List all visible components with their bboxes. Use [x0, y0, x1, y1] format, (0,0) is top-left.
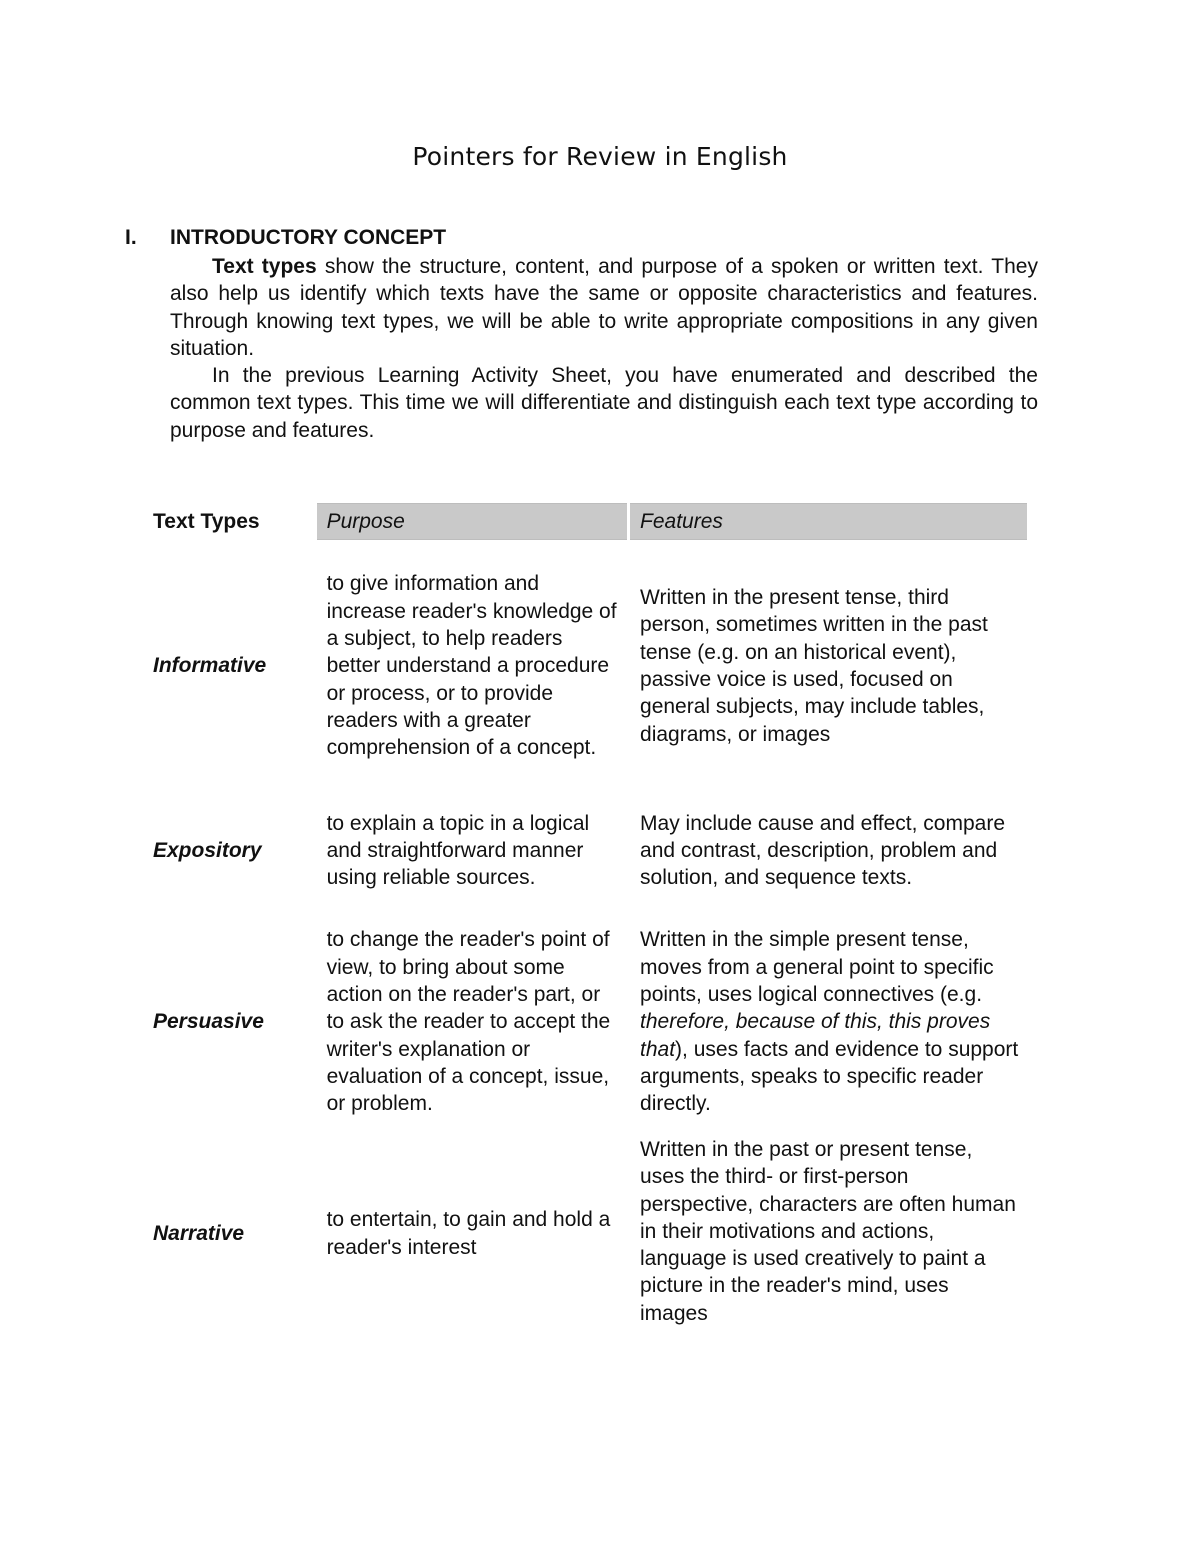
intro-text	[170, 253, 1038, 444]
header-text-types: Text Types	[153, 509, 260, 533]
type-name: Narrative	[153, 1221, 245, 1245]
purpose-cell: to entertain, to gain and hold a reader's interest	[326, 1208, 611, 1259]
table-row	[143, 540, 1027, 792]
intro-paragraph-1-text: show the structure, content, and purpose of a spoken or written text. They also help us identify which texts have the same or opposite characteristics and features. Through knowing text types, we will be able to write appropriate compositions in any given situation.	[170, 255, 1038, 360]
page-title: Pointers for Review in English	[412, 142, 788, 171]
table-row	[143, 792, 1027, 909]
features-cell: May include cause and effect, compare and contrast, description, problem and solution, and sequence texts.	[640, 811, 1006, 890]
features-text: Written in the simple present tense, moves from a general point to specific points, uses logical connectives (e.g.	[640, 928, 994, 1007]
table-row	[143, 909, 1027, 1135]
type-name: Persuasive	[153, 1010, 264, 1034]
purpose-cell: to change the reader's point of view, to bring about some action on the reader's part, or to ask the reader to accept the writer's explanation or evaluation of a concept, issue, or problem.	[326, 928, 611, 1116]
intro-paragraph-2: In the previous Learning Activity Sheet, you have enumerated and described the common text types. This time we will differentiate and distinguish each text type according to purpose and features.	[170, 364, 1038, 442]
section-number: I.	[125, 226, 137, 249]
header-features: Features	[630, 503, 1027, 540]
features-cell	[630, 909, 1027, 1135]
purpose-cell: to explain a topic in a logical and straightforward manner using reliable sources.	[326, 811, 590, 890]
type-name: Expository	[153, 838, 262, 862]
features-cell: Written in the past or present tense, uses the third- or first-person perspective, characters are often human in their motivations and actions, language is used creatively to paint a picture in the reader's mind, uses images	[640, 1138, 1016, 1325]
features-italic-examples: therefore, because of this, this proves that	[640, 1010, 991, 1061]
table-row	[143, 1135, 1027, 1332]
text-types-term: Text types	[212, 255, 317, 278]
section-heading: INTRODUCTORY CONCEPT	[170, 226, 447, 249]
intro-paragraph-1	[170, 253, 1038, 362]
features-text-end: ), uses facts and evidence to support arguments, speaks to specific reader directly.	[640, 1037, 1019, 1116]
type-name: Informative	[153, 654, 267, 678]
features-cell: Written in the present tense, third person, sometimes written in the past tense (e.g. on an historical event), passive voice is used, focused on general subjects, may include tables, diagrams, or images	[640, 586, 988, 746]
text-types-table	[140, 503, 1030, 1332]
table-header-row	[143, 503, 1027, 540]
header-purpose: Purpose	[317, 503, 627, 540]
purpose-cell: to give information and increase reader's knowledge of a subject, to help readers better understand a procedure or process, or to provide readers with a greater comprehension of a concept.	[326, 572, 617, 760]
